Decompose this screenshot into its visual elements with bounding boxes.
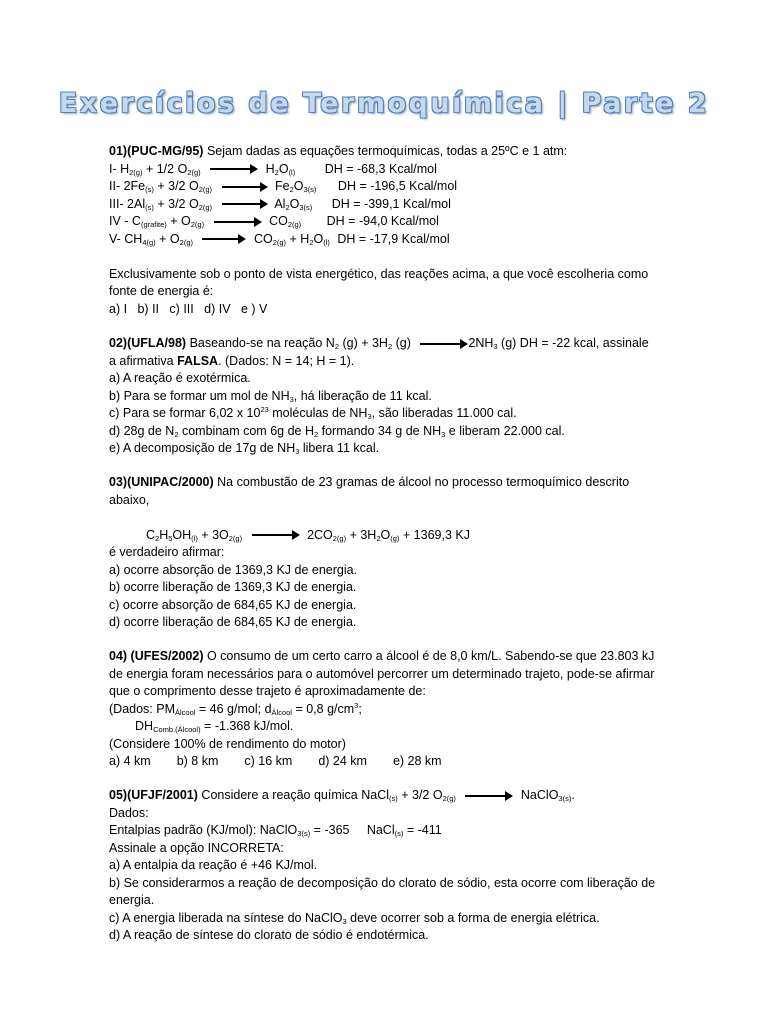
q1-eq5-dh: DH = -17,9 Kcal/mol: [337, 231, 450, 246]
q1-equation-1: I- $H_{2(g)} + 1/2$ $O_{2(g)}$ $H_2O_{(l)}$ DH = -68,3 Kcal/mol: [109, 161, 437, 177]
q3-stem: é verdadeiro afirmar:: [109, 545, 225, 559]
q5-assinale: Assinale a opção INCORRETA:: [109, 840, 284, 855]
q1-eq4-dh: DH = -94,0 Kcal/mol: [326, 214, 439, 228]
q5-option-b: b) Se considerarmos a reação de decomposição do clorato de sódio, esta ocorre com liberação de energia.: [109, 875, 656, 907]
reaction-arrow-icon: [252, 534, 298, 536]
q2-intro: 02)(UFLA/98) Baseando-se na reação $N_2$ $(g) + 3H_2$ (g) $2NH_3$ (g) DH = -22 kcal, assinale: [109, 336, 649, 351]
q3-option-d: d) ocorre liberação de 684,65 KJ de energia.: [109, 615, 357, 629]
q1-options: a) I b) II c) III d) IV e ) V: [109, 301, 268, 316]
q1-intro: [109, 143, 657, 161]
q2-intro-line-2: a afirmativa FALSA. (Dados: N = 14; H = 1).: [109, 353, 355, 368]
q4-consider: (Considere 100% de rendimento do motor): [109, 736, 346, 751]
q1-eq3-dh: DH = -399,1 Kcal/mol: [331, 196, 451, 211]
q2-tag: 02)(UFLA/98): [109, 336, 187, 350]
reaction-arrow-icon: [210, 168, 256, 170]
reaction-arrow-icon: [214, 221, 260, 223]
reaction-arrow-icon: [420, 343, 466, 345]
q3-option-c: c) ocorre absorção de 684,65 KJ de energia.: [109, 597, 357, 612]
q2-option-b: b) Para se formar um mol de $NH_3$, há liberação de 11 kcal.: [109, 388, 432, 404]
reaction-arrow-icon: [202, 238, 244, 240]
q4-options: [109, 753, 657, 771]
q1-equation-2: II- $2Fe_{(s)} + 3/2$ $O_{2(g)}$ $Fe_2O_{3(s)}$ DH = -196,5 Kcal/mol: [109, 179, 458, 194]
reaction-arrow-icon: [222, 203, 266, 205]
reaction-arrow-icon: [465, 795, 511, 797]
q5-option-d: d) A reação de síntese do clorato de sódio é endotérmica.: [109, 928, 429, 942]
q4-data: (Dados: $PM_{Álcool} = 46$ g/mol; $d_{Álcool} = 0,8$ $g/cm^3$;: [109, 700, 362, 717]
q5-enthalpies: Entalpias padrão (KJ/mol): NaClO$_{3(s)}$ = -365 NaCl$_{(s)}$ = -411: [109, 823, 442, 838]
question-2: [109, 335, 657, 458]
q4-option-d: d) 24 km: [318, 754, 367, 768]
q4-tag: 04) (UFES/2002): [109, 649, 204, 663]
q2-option-d: d) 28g de $N_2$ combinam com 6g de $H_2$ formando 34 g de $NH_3$ e liberam 22.000 cal.: [109, 423, 565, 439]
question-4: [109, 648, 657, 771]
q3-option-b: b) ocorre liberação de 1369,3 KJ de energia.: [109, 580, 357, 594]
q5-option-a: a) A entalpia da reação é +46 KJ/mol.: [109, 858, 318, 872]
q2-option-c: c) Para se formar 6,02 x $10^{23}$ moléculas de $NH_3$, são liberadas 11.000 cal.: [109, 405, 517, 421]
q1-equation-3: III- $2Al_{(s)} + 3/2$ $O_{2(g)}$ $Al_2O_{3(s)}$ DH = -399,1 Kcal/mol: [109, 196, 451, 212]
q5-intro: 05)(UFJF/2001) Considere a reação química NaCl$_{(s)}$ + 3/2 $O_{2(g)}$ NaClO$_{3(s)}$.: [109, 788, 575, 803]
q4-enthalpy: $DH_{Comb.(Álcool)} = -1.368$ kJ/mol.: [135, 719, 294, 734]
q1-equation-5: V- $CH_{4(g)} + O_{2(g)}$ $CO_{2(g)} + H_2O_{(l)}$ DH = -17,9 Kcal/mol: [109, 231, 450, 247]
q1-tag: 01)(PUC-MG/95): [109, 144, 204, 158]
q4-intro: 04) (UFES/2002) O consumo de um certo carro a álcool é de 8,0 km/L. Sabendo-se que 23.803 kJ de energia foram necessários para o automóvel percorrer um determinado trajeto, pode-se afirmar que o comprimento desse trajeto é aproximadamente de:: [109, 649, 655, 698]
q2-false-keyword: FALSA: [177, 353, 219, 368]
question-5: [109, 787, 657, 945]
q4-option-e: e) 28 km: [392, 754, 442, 768]
q5-option-c: c) A energia liberada na síntese do NaClO$_3$ deve ocorrer sob a forma de energia elétrica.: [109, 910, 600, 926]
q5-tag: 05)(UFJF/2001): [109, 788, 198, 802]
q3-option-a: a) ocorre absorção de 1369,3 KJ de energia.: [109, 562, 358, 577]
q1-question: Exclusivamente sob o ponto de vista energético, das reações acima, a que você escolheria como fonte de energia é:: [109, 266, 649, 298]
q1-eq2-dh: DH = -196,5 Kcal/mol: [337, 179, 458, 193]
question-3: [109, 474, 657, 632]
question-1: [109, 143, 657, 318]
reaction-arrow-icon: [222, 186, 266, 188]
q4-option-b: b) 8 km: [176, 754, 219, 768]
q1-eq1-dh: DH = -68,3 Kcal/mol: [324, 161, 437, 176]
q1-equation-4: IV - $C_{(grafite)} + O_{2(g)}$ $CO_{2(g)}$ DH = -94,0 Kcal/mol: [109, 214, 439, 229]
page-title: Exercícios de Termoquímica | Parte 2: [58, 88, 710, 119]
q3-intro: 03)(UNIPAC/2000) Na combustão de 23 gramas de álcool no processo termoquímico descrito abaixo,: [109, 475, 630, 507]
q5-dados: Dados:: [109, 805, 149, 820]
q3-tag: 03)(UNIPAC/2000): [109, 475, 214, 489]
q4-option-c: c) 16 km: [244, 754, 293, 768]
q4-option-a: a) 4 km: [109, 754, 151, 768]
q2-option-e: e) A decomposição de 17g de $NH_3$ libera 11 kcal.: [109, 441, 380, 456]
q1-intro-text: Sejam dadas as equações termoquímicas, todas a 25ºC e 1 atm:: [203, 144, 568, 158]
q2-option-a: a) A reação é exotérmica.: [109, 371, 251, 385]
q3-equation: $C_2H_5OH_{(l)} + 3O_{2(g)}$ $2CO_{2(g)} + 3H_2O_{(g)} + 1369,3$ KJ: [146, 527, 470, 543]
